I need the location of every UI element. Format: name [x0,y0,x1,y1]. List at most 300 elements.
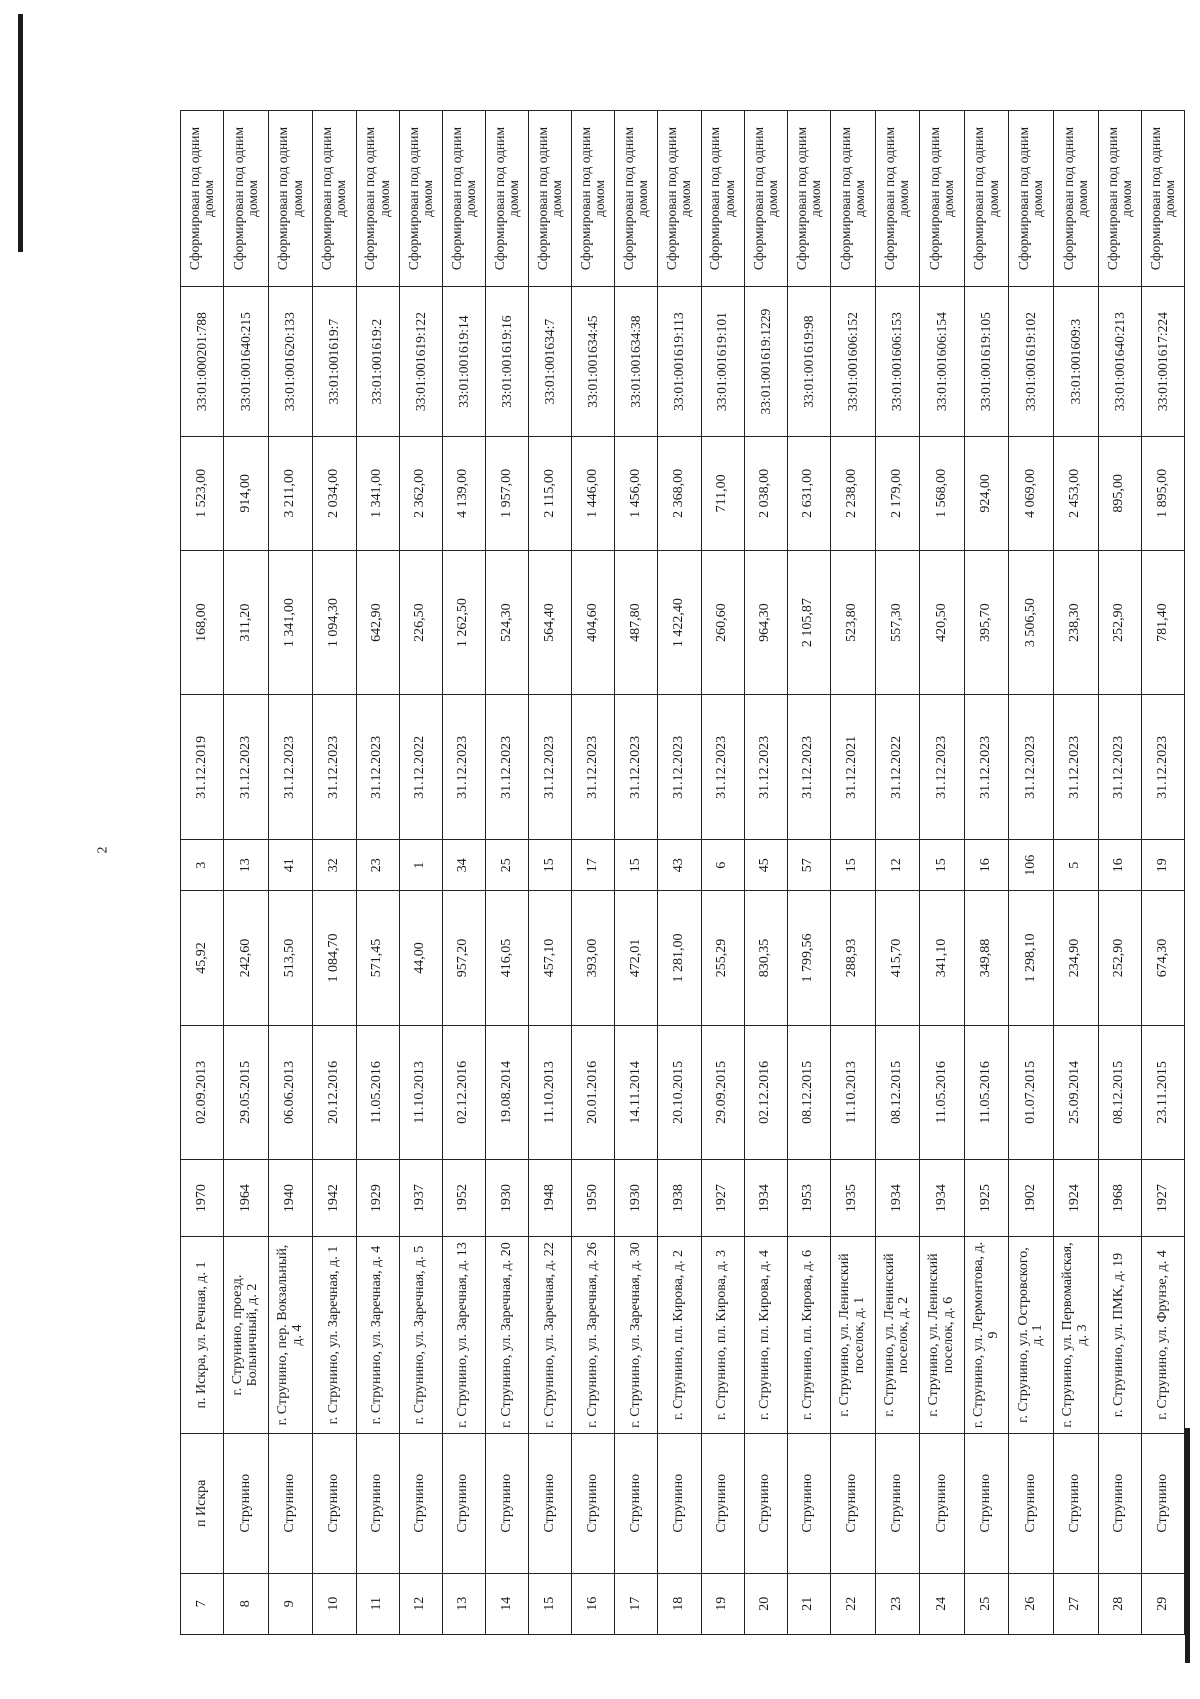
cell-date: 23.11.2015 [1141,1025,1184,1159]
cell-cadastral-number: 33:01:001619:2 [356,287,399,437]
cell-period-date: 31.12.2023 [920,695,965,840]
cell-period-date: 31.12.2023 [268,695,313,840]
cell-build-year: 1953 [787,1160,830,1237]
cell-period-date: 31.12.2023 [1009,695,1054,840]
cell-build-year: 1934 [920,1160,965,1237]
cell-area: 957,20 [442,891,485,1025]
cell-settlement: Струнино [224,1433,269,1573]
cell-land-area: 1 456,00 [615,437,658,551]
cell-build-year: 1937 [399,1160,442,1237]
cell-note: Сформирован под одним домом [1054,111,1099,287]
cell-cadastral-number: 33:01:001620:133 [268,287,313,437]
cell-land-area: 1 523,00 [181,437,224,551]
cell-build-year: 1930 [615,1160,658,1237]
cell-settlement: Струнино [1141,1433,1184,1573]
cell-period-date: 31.12.2023 [485,695,528,840]
cell-count: 3 [181,840,224,891]
table-row [830,111,875,1635]
cell-cadastral-number: 33:01:001634:38 [615,287,658,437]
cell-area: 457,10 [529,891,572,1025]
cell-area: 1 281,00 [658,891,701,1025]
cell-row-number: 7 [181,1573,224,1634]
cell-row-number: 28 [1098,1573,1141,1634]
cell-settlement: Струнино [875,1433,920,1573]
cell-note: Сформирован под одним домом [1098,111,1141,287]
cell-row-number: 8 [224,1573,269,1634]
cell-period-date: 31.12.2023 [442,695,485,840]
cell-address: г. Струнино, ул. Заречная, д. 22 [529,1237,572,1434]
cell-area: 416,05 [485,891,528,1025]
cell-build-year: 1964 [224,1160,269,1237]
cell-build-year: 1970 [181,1160,224,1237]
cell-area: 1 084,70 [313,891,356,1025]
cell-address: п. Искра, ул. Речная, д. 1 [181,1237,224,1434]
cell-settlement: Струнино [313,1433,356,1573]
cell-address: г. Струнино, ул. Заречная, д. 5 [399,1237,442,1434]
cell-row-number: 18 [658,1573,701,1634]
cell-cadastral-number: 33:01:001634:45 [572,287,615,437]
cell-build-year: 1924 [1054,1160,1099,1237]
cell-note: Сформирован под одним домом [313,111,356,287]
cell-count: 34 [442,840,485,891]
cell-row-number: 19 [701,1573,744,1634]
cell-cadastral-number: 33:01:000201:788 [181,287,224,437]
cell-land-area: 4 139,00 [442,437,485,551]
cell-date: 29.09.2015 [701,1025,744,1159]
cell-count: 15 [830,840,875,891]
cell-area: 1 799,56 [787,891,830,1025]
cell-cadastral-number: 33:01:001619:101 [701,287,744,437]
cell-cadastral-number: 33:01:001619:122 [399,287,442,437]
cell-address: г. Струнино, ул. Заречная, д. 1 [313,1237,356,1434]
cell-note: Сформирован под одним домом [224,111,269,287]
cell-value: 524,30 [485,550,528,695]
cell-period-date: 31.12.2023 [356,695,399,840]
cell-area: 830,35 [744,891,787,1025]
cell-period-date: 31.12.2023 [529,695,572,840]
cell-address: г. Струнино, ул. Заречная, д. 30 [615,1237,658,1434]
table-row [1098,111,1141,1635]
cell-row-number: 9 [268,1573,313,1634]
cell-build-year: 1950 [572,1160,615,1237]
cell-count: 43 [658,840,701,891]
cell-value: 1 094,30 [313,550,356,695]
cell-date: 14.11.2014 [615,1025,658,1159]
table-row [1009,111,1054,1635]
table-row [529,111,572,1635]
cell-area: 513,50 [268,891,313,1025]
cell-date: 11.10.2013 [399,1025,442,1159]
cell-row-number: 11 [356,1573,399,1634]
cell-period-date: 31.12.2021 [830,695,875,840]
cell-settlement: Струнино [787,1433,830,1573]
cell-value: 404,60 [572,550,615,695]
cell-row-number: 17 [615,1573,658,1634]
cell-row-number: 14 [485,1573,528,1634]
cell-area: 252,90 [1098,891,1141,1025]
cell-cadastral-number: 33:01:001619:7 [313,287,356,437]
cell-value: 226,50 [399,550,442,695]
cell-period-date: 31.12.2023 [964,695,1009,840]
cell-area: 1 298,10 [1009,891,1054,1025]
cell-note: Сформирован под одним домом [485,111,528,287]
cell-land-area: 711,00 [701,437,744,551]
cell-cadastral-number: 33:01:001634:7 [529,287,572,437]
cell-cadastral-number: 33:01:001606:152 [830,287,875,437]
cell-build-year: 1934 [744,1160,787,1237]
table-row [964,111,1009,1635]
cell-build-year: 1952 [442,1160,485,1237]
cell-note: Сформирован под одним домом [1009,111,1054,287]
cell-period-date: 31.12.2022 [399,695,442,840]
cell-row-number: 20 [744,1573,787,1634]
cell-row-number: 24 [920,1573,965,1634]
cell-area: 349,88 [964,891,1009,1025]
cell-land-area: 2 179,00 [875,437,920,551]
cell-note: Сформирован под одним домом [442,111,485,287]
registry-table-container [180,110,1185,1635]
cell-land-area: 2 115,00 [529,437,572,551]
cell-period-date: 31.12.2022 [875,695,920,840]
table-row [658,111,701,1635]
cell-value: 642,90 [356,550,399,695]
table-row [701,111,744,1635]
cell-row-number: 16 [572,1573,615,1634]
cell-date: 20.10.2015 [658,1025,701,1159]
cell-value: 557,30 [875,550,920,695]
cell-count: 16 [1098,840,1141,891]
cell-build-year: 1968 [1098,1160,1141,1237]
cell-date: 11.05.2016 [920,1025,965,1159]
cell-count: 45 [744,840,787,891]
cell-settlement: Струнино [356,1433,399,1573]
cell-value: 3 506,50 [1009,550,1054,695]
cell-area: 415,70 [875,891,920,1025]
cell-cadastral-number: 33:01:001609:3 [1054,287,1099,437]
cell-count: 1 [399,840,442,891]
table-row [181,111,224,1635]
cell-settlement: Струнино [658,1433,701,1573]
cell-cadastral-number: 33:01:001619:16 [485,287,528,437]
cell-land-area: 2 034,00 [313,437,356,551]
cell-value: 781,40 [1141,550,1184,695]
page-number: 2 [95,846,111,854]
table-row [224,111,269,1635]
cell-note: Сформирован под одним домом [830,111,875,287]
cell-address: г. Струнино, ул. Заречная, д. 20 [485,1237,528,1434]
table-row [268,111,313,1635]
cell-count: 5 [1054,840,1099,891]
table-row [485,111,528,1635]
cell-address: г. Струнино, пл. Кирова, д. 3 [701,1237,744,1434]
cell-note: Сформирован под одним домом [356,111,399,287]
cell-address: г. Струнино, ул. Ленинский поселок, д. 6 [920,1237,965,1434]
cell-land-area: 1 957,00 [485,437,528,551]
cell-note: Сформирован под одним домом [529,111,572,287]
cell-settlement: Струнино [701,1433,744,1573]
cell-row-number: 21 [787,1573,830,1634]
cell-area: 44,00 [399,891,442,1025]
cell-cadastral-number: 33:01:001619:102 [1009,287,1054,437]
cell-settlement: Струнино [529,1433,572,1573]
cell-build-year: 1938 [658,1160,701,1237]
cell-value: 523,80 [830,550,875,695]
cell-count: 17 [572,840,615,891]
cell-settlement: Струнино [1098,1433,1141,1573]
cell-address: г. Струнино, пер. Вокзальный, д. 4 [268,1237,313,1434]
cell-address: г. Струнино, ул. Островского, д. 1 [1009,1237,1054,1434]
cell-address: г. Струнино, пл. Кирова, д. 2 [658,1237,701,1434]
cell-note: Сформирован под одним домом [615,111,658,287]
cell-land-area: 2 631,00 [787,437,830,551]
cell-value: 964,30 [744,550,787,695]
cell-row-number: 26 [1009,1573,1054,1634]
cell-date: 02.09.2013 [181,1025,224,1159]
cell-value: 487,80 [615,550,658,695]
cell-note: Сформирован под одним домом [399,111,442,287]
cell-address: г. Струнино, пл. Кирова, д. 4 [744,1237,787,1434]
cell-date: 11.05.2016 [356,1025,399,1159]
cell-row-number: 25 [964,1573,1009,1634]
cell-cadastral-number: 33:01:001619:98 [787,287,830,437]
cell-value: 260,60 [701,550,744,695]
cell-settlement: Струнино [442,1433,485,1573]
cell-row-number: 27 [1054,1573,1099,1634]
cell-row-number: 13 [442,1573,485,1634]
cell-date: 20.12.2016 [313,1025,356,1159]
cell-area: 288,93 [830,891,875,1025]
table-row [744,111,787,1635]
cell-land-area: 924,00 [964,437,1009,551]
cell-area: 393,00 [572,891,615,1025]
cell-row-number: 22 [830,1573,875,1634]
table-row [875,111,920,1635]
cell-area: 341,10 [920,891,965,1025]
cell-build-year: 1940 [268,1160,313,1237]
cell-land-area: 3 211,00 [268,437,313,551]
cell-cadastral-number: 33:01:001606:153 [875,287,920,437]
cell-build-year: 1935 [830,1160,875,1237]
cell-area: 472,01 [615,891,658,1025]
cell-date: 25.09.2014 [1054,1025,1099,1159]
cell-land-area: 2 362,00 [399,437,442,551]
cell-settlement: Струнино [920,1433,965,1573]
cell-date: 29.05.2015 [224,1025,269,1159]
cell-address: г. Струнино, ул. Первомайская, д. 3 [1054,1237,1099,1434]
cell-land-area: 2 238,00 [830,437,875,551]
cell-land-area: 2 453,00 [1054,437,1099,551]
cell-count: 12 [875,840,920,891]
cell-area: 234,90 [1054,891,1099,1025]
cell-settlement: п Искра [181,1433,224,1573]
cell-address: г. Струнино, ул. Заречная, д. 4 [356,1237,399,1434]
cell-address: г. Струнино, ул. Лермонтова, д. 9 [964,1237,1009,1434]
cell-settlement: Струнино [744,1433,787,1573]
cell-value: 1 341,00 [268,550,313,695]
cell-note: Сформирован под одним домом [701,111,744,287]
cell-period-date: 31.12.2023 [572,695,615,840]
cell-area: 674,30 [1141,891,1184,1025]
cell-value: 1 262,50 [442,550,485,695]
cell-build-year: 1902 [1009,1160,1054,1237]
cell-note: Сформирован под одним домом [268,111,313,287]
cell-period-date: 31.12.2023 [1054,695,1099,840]
cell-address: г. Струнино, ул. Заречная, д. 26 [572,1237,615,1434]
cell-build-year: 1927 [1141,1160,1184,1237]
cell-settlement: Струнино [268,1433,313,1573]
cell-cadastral-number: 33:01:001640:215 [224,287,269,437]
cell-cadastral-number: 33:01:001619:105 [964,287,1009,437]
cell-count: 25 [485,840,528,891]
cell-count: 6 [701,840,744,891]
cell-settlement: Струнино [1054,1433,1099,1573]
cell-value: 238,30 [1054,550,1099,695]
cell-date: 06.06.2013 [268,1025,313,1159]
cell-address: г. Струнино, ул. Заречная, д. 13 [442,1237,485,1434]
cell-count: 15 [920,840,965,891]
cell-row-number: 29 [1141,1573,1184,1634]
cell-value: 311,20 [224,550,269,695]
cell-settlement: Струнино [964,1433,1009,1573]
table-row [615,111,658,1635]
cell-note: Сформирован под одним домом [744,111,787,287]
cell-area: 571,45 [356,891,399,1025]
cell-land-area: 1 568,00 [920,437,965,551]
cell-count: 41 [268,840,313,891]
cell-row-number: 15 [529,1573,572,1634]
cell-period-date: 31.12.2019 [181,695,224,840]
cell-date: 11.05.2016 [964,1025,1009,1159]
cell-date: 08.12.2015 [787,1025,830,1159]
cell-period-date: 31.12.2023 [744,695,787,840]
cell-settlement: Струнино [485,1433,528,1573]
cell-row-number: 12 [399,1573,442,1634]
cell-address: г. Струнино, ул. Фрунзе, д. 4 [1141,1237,1184,1434]
cell-row-number: 10 [313,1573,356,1634]
cell-settlement: Струнино [399,1433,442,1573]
cell-build-year: 1927 [701,1160,744,1237]
cell-period-date: 31.12.2023 [1141,695,1184,840]
cell-date: 08.12.2015 [875,1025,920,1159]
cell-note: Сформирован под одним домом [875,111,920,287]
cell-count: 57 [787,840,830,891]
cell-build-year: 1929 [356,1160,399,1237]
table-row [572,111,615,1635]
cell-period-date: 31.12.2023 [787,695,830,840]
cell-period-date: 31.12.2023 [701,695,744,840]
cell-settlement: Струнино [1009,1433,1054,1573]
table-row [920,111,965,1635]
cell-note: Сформирован под одним домом [964,111,1009,287]
cell-value: 395,70 [964,550,1009,695]
table-row [356,111,399,1635]
registry-table [180,110,1185,1635]
cell-cadastral-number: 33:01:001617:224 [1141,287,1184,437]
cell-count: 13 [224,840,269,891]
cell-note: Сформирован под одним домом [181,111,224,287]
cell-note: Сформирован под одним домом [658,111,701,287]
cell-address: г. Струнино, проезд. Больничный, д. 2 [224,1237,269,1434]
cell-area: 45,92 [181,891,224,1025]
scan-margin-bar-top [18,14,23,252]
cell-build-year: 1925 [964,1160,1009,1237]
cell-cadastral-number: 33:01:001619:113 [658,287,701,437]
cell-count: 15 [529,840,572,891]
cell-count: 106 [1009,840,1054,891]
cell-land-area: 914,00 [224,437,269,551]
table-row [399,111,442,1635]
cell-value: 168,00 [181,550,224,695]
cell-date: 02.12.2016 [744,1025,787,1159]
cell-period-date: 31.12.2023 [615,695,658,840]
cell-count: 16 [964,840,1009,891]
cell-land-area: 1 446,00 [572,437,615,551]
cell-count: 19 [1141,840,1184,891]
cell-date: 19.08.2014 [485,1025,528,1159]
cell-build-year: 1934 [875,1160,920,1237]
cell-land-area: 1 341,00 [356,437,399,551]
cell-land-area: 2 368,00 [658,437,701,551]
cell-value: 564,40 [529,550,572,695]
cell-note: Сформирован под одним домом [920,111,965,287]
cell-cadastral-number: 33:01:001619:14 [442,287,485,437]
cell-value: 2 105,87 [787,550,830,695]
cell-count: 15 [615,840,658,891]
cell-note: Сформирован под одним домом [787,111,830,287]
cell-land-area: 4 069,00 [1009,437,1054,551]
cell-period-date: 31.12.2023 [313,695,356,840]
table-row [442,111,485,1635]
cell-build-year: 1948 [529,1160,572,1237]
cell-date: 20.01.2016 [572,1025,615,1159]
cell-date: 11.10.2013 [830,1025,875,1159]
cell-row-number: 23 [875,1573,920,1634]
cell-settlement: Струнино [830,1433,875,1573]
cell-cadastral-number: 33:01:001640:213 [1098,287,1141,437]
cell-settlement: Струнино [615,1433,658,1573]
cell-count: 23 [356,840,399,891]
cell-land-area: 2 038,00 [744,437,787,551]
cell-address: г. Струнино, ул. Ленинский поселок, д. 1 [830,1237,875,1434]
cell-cadastral-number: 33:01:001619:1229 [744,287,787,437]
cell-date: 01.07.2015 [1009,1025,1054,1159]
cell-address: г. Струнино, ул. Ленинский поселок, д. 2 [875,1237,920,1434]
cell-value: 252,90 [1098,550,1141,695]
cell-address: г. Струнино, ул. ПМК, д. 19 [1098,1237,1141,1434]
cell-address: г. Струнино, пл. Кирова, д. 6 [787,1237,830,1434]
cell-period-date: 31.12.2023 [224,695,269,840]
table-row [787,111,830,1635]
table-row [1141,111,1184,1635]
cell-period-date: 31.12.2023 [1098,695,1141,840]
cell-land-area: 895,00 [1098,437,1141,551]
cell-date: 08.12.2015 [1098,1025,1141,1159]
cell-period-date: 31.12.2023 [658,695,701,840]
cell-value: 1 422,40 [658,550,701,695]
cell-count: 32 [313,840,356,891]
cell-cadastral-number: 33:01:001606:154 [920,287,965,437]
cell-build-year: 1942 [313,1160,356,1237]
cell-note: Сформирован под одним домом [572,111,615,287]
scan-margin-bar-bottom [1185,1428,1190,1663]
cell-area: 255,29 [701,891,744,1025]
table-row [313,111,356,1635]
cell-value: 420,50 [920,550,965,695]
cell-land-area: 1 895,00 [1141,437,1184,551]
cell-date: 02.12.2016 [442,1025,485,1159]
cell-build-year: 1930 [485,1160,528,1237]
cell-note: Сформирован под одним домом [1141,111,1184,287]
